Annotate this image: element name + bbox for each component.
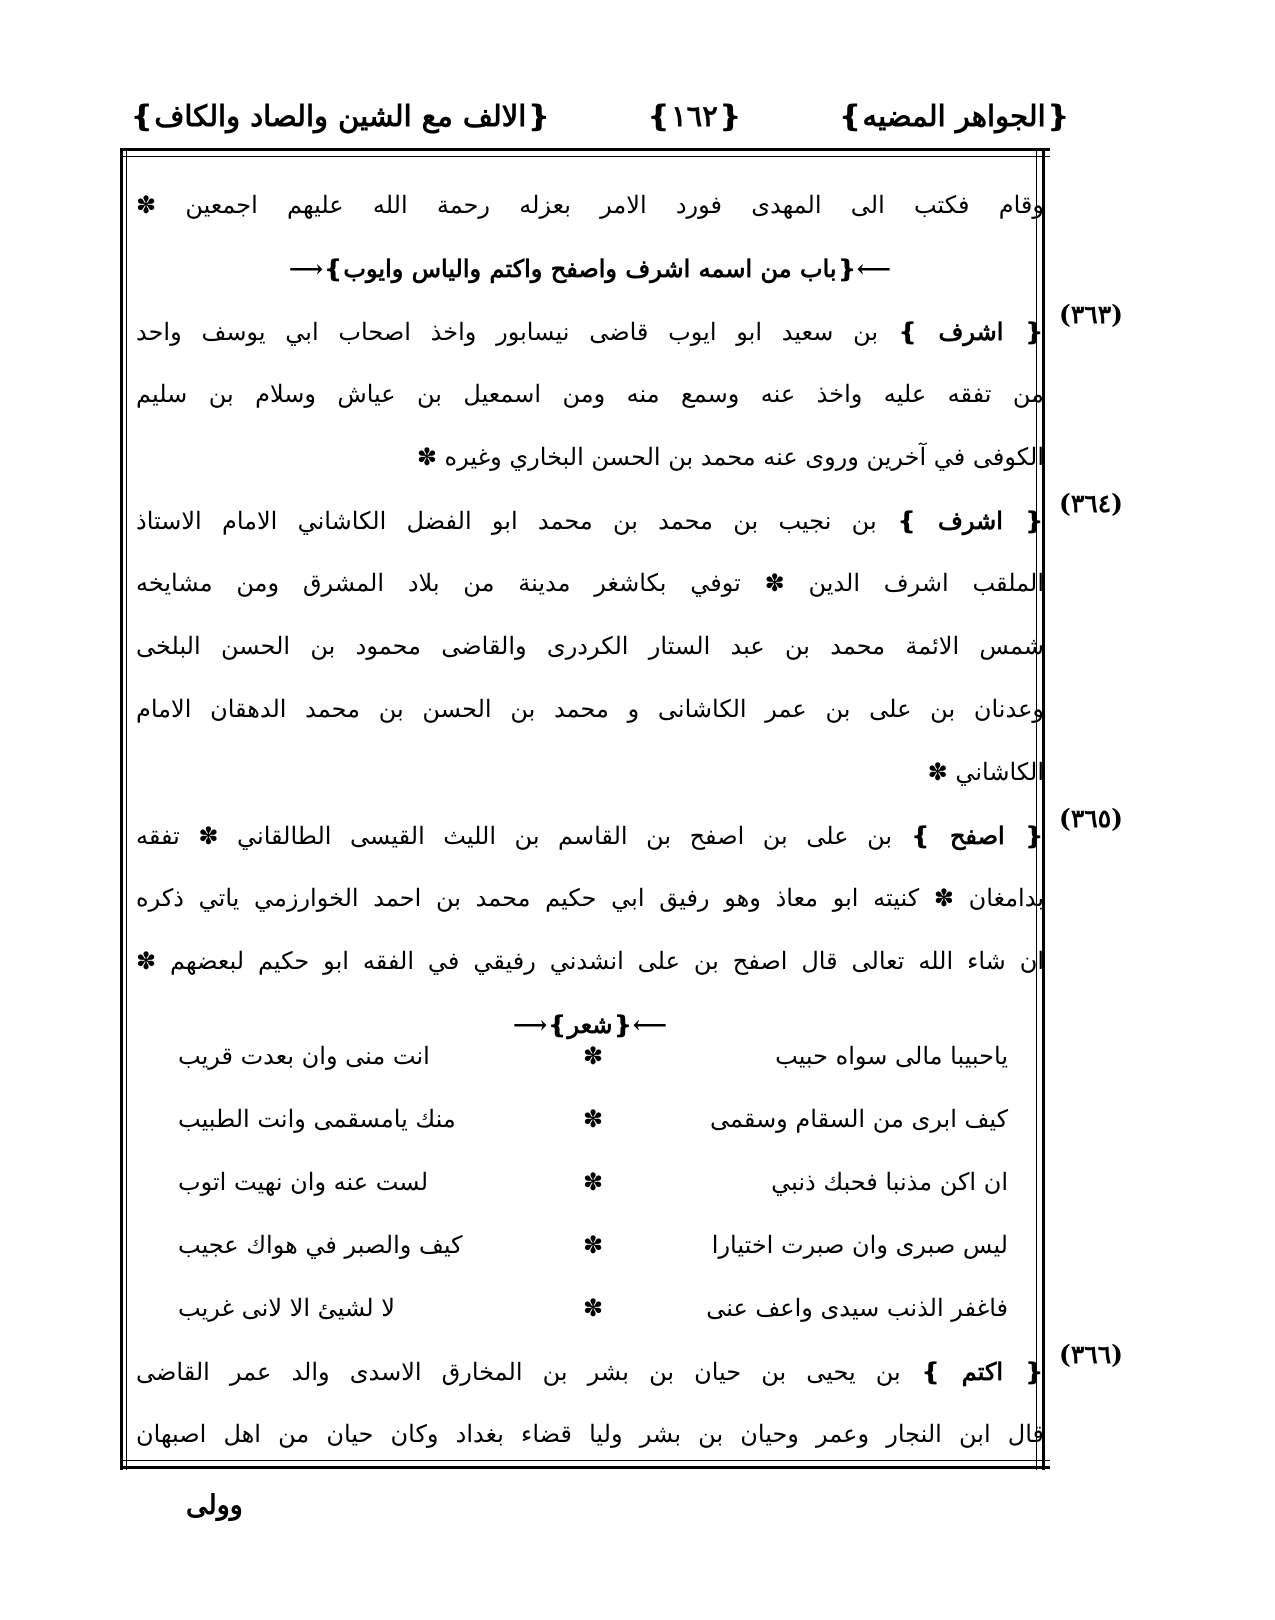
body-line: الكوفى في آخرين وروى عنه محمد بن الحسن البخاري وغيره ✽ — [416, 443, 1044, 471]
entry-name: ❴ اصفح ❵ — [910, 821, 1044, 850]
ornament-icon: ❴ — [1045, 99, 1070, 133]
body-line: من تفقه عليه واخذ عنه وسمع منه ومن اسمعيل بن عياش وسلام بن سليم — [136, 380, 1044, 408]
verse-first-hemistich: ليس صبرى وان صبرت اختيارا — [711, 1231, 1008, 1259]
ornament-icon: ⟵❴ — [836, 254, 892, 283]
top-rule-thin — [120, 156, 1050, 157]
entry-first-line: ❴ اصفح ❵ بن على بن اصفح بن القاسم بن الليث القيسى الطالقاني ✽ تفقه — [136, 821, 1044, 850]
main-text-continued — [136, 1340, 1044, 1466]
header-page-number: ❴١٦٢❵ — [646, 99, 743, 133]
ornament-icon: ❵ — [130, 99, 155, 133]
poem-verse — [178, 1088, 1008, 1151]
top-rule-thick — [120, 148, 1050, 151]
verse-second-hemistich: منك يامسقمى وانت الطبيب — [178, 1105, 456, 1133]
ornament-icon: ❵ — [646, 99, 672, 133]
header-section-title: ❴الالف مع الشين والصاد والكاف❵ — [130, 99, 551, 133]
entry-first-line: ❴ اشرف ❵ بن نجيب بن محمد بن محمد ابو الفضل الكاشاني الامام الاستاذ — [136, 506, 1044, 535]
body-line: الكاشاني ✽ — [927, 758, 1044, 786]
entry-name: ❴ اشرف ❵ — [897, 317, 1044, 346]
page-header — [130, 88, 1070, 144]
bottom-rule-thick — [120, 1466, 1050, 1469]
entry-first-line: ❴ اكتم ❵ بن يحيى بن حيان بن بشر بن المخارق الاسدى والد عمر القاضى — [136, 1357, 1044, 1386]
entry-number: (٣٦٦) — [1059, 1340, 1123, 1369]
poem-heading: ⟵❴شعر❵⟶ — [513, 1010, 667, 1039]
verse-separator-icon: ✽ — [582, 1231, 604, 1259]
body-line: قال ابن النجار وعمر وحيان بن بشر وليا قضاء بغداد وكان حيان من اهل اصبهان — [136, 1420, 1044, 1448]
verse-second-hemistich: لا لشيئ الا لانى غريب — [178, 1294, 395, 1322]
verse-first-hemistich: فاغفر الذنب سيدى واعف عنى — [706, 1294, 1008, 1322]
body-line: ان شاء الله تعالى قال اصفح بن على انشدني رفيقي في الفقه ابو حكيم لبعضهم ✽ — [136, 947, 1044, 975]
ornament-icon: ⟵❴ — [612, 1010, 667, 1039]
poem-verse — [178, 1151, 1008, 1214]
body-line: وعدنان بن على بن عمر الكاشانى و محمد بن الحسن بن محمد الدهقان الامام — [136, 695, 1044, 723]
verse-first-hemistich: ياحبيبا مالى سواه حبيب — [775, 1042, 1008, 1070]
verse-separator-icon: ✽ — [582, 1168, 604, 1196]
main-text — [136, 174, 1044, 1056]
poem-verse — [178, 1214, 1008, 1277]
entry-number: (٣٦٣) — [1059, 300, 1123, 329]
entry-first-line: ❴ اشرف ❵ بن سعيد ابو ايوب قاضى نيسابور واخذ اصحاب ابي يوسف واحد — [136, 317, 1044, 346]
verse-separator-icon: ✽ — [582, 1294, 604, 1322]
ornament-icon: ❴ — [526, 99, 551, 133]
verse-second-hemistich: كيف والصبر في هواك عجيب — [178, 1231, 463, 1259]
left-frame-rule-inner — [126, 150, 127, 1470]
ornament-icon: ❵ — [838, 99, 863, 133]
catchword: وولى — [186, 1490, 243, 1521]
body-line: بدامغان ✽ كنيته ابو معاذ وهو رفيق ابي حكيم محمد بن احمد الخوارزمي ياتي ذكره — [136, 884, 1044, 912]
ornament-icon: ❵⟶ — [513, 1010, 568, 1039]
entry-number: (٣٦٤) — [1059, 489, 1123, 518]
verse-second-hemistich: لست عنه وان نهيت اتوب — [178, 1168, 429, 1196]
body-line: وقام فكتب الى المهدى فورد الامر بعزله رحمة الله عليهم اجمعين ✽ — [136, 191, 1044, 219]
section-heading: ⟵❴باب من اسمه اشرف واصفح واكتم والياس وايوب❵⟶ — [288, 254, 892, 283]
verse-first-hemistich: كيف ابرى من السقام وسقمى — [710, 1105, 1008, 1133]
verse-separator-icon: ✽ — [582, 1105, 604, 1133]
verse-second-hemistich: انت منى وان بعدت قريب — [178, 1042, 430, 1070]
poem-verse — [178, 1277, 1008, 1340]
verse-first-hemistich: ان اكن مذنبا فحبك ذنبي — [771, 1168, 1008, 1196]
poem — [178, 1025, 1008, 1340]
verse-separator-icon: ✽ — [582, 1042, 604, 1070]
body-line: الملقب اشرف الدين ✽ توفي بكاشغر مدينة من بلاد المشرق ومن مشايخه — [136, 569, 1044, 597]
entry-number: (٣٦٥) — [1059, 804, 1123, 833]
left-frame-rule — [120, 150, 123, 1470]
entry-name: ❴ اشرف ❵ — [896, 506, 1044, 535]
ornament-icon: ❵⟶ — [288, 254, 344, 283]
poem-verse — [178, 1025, 1008, 1088]
ornament-icon: ❴ — [717, 99, 743, 133]
body-line: شمس الائمة محمد بن عبد الستار الكردرى والقاضى محمود بن الحسن البلخى — [136, 632, 1044, 660]
header-right-title: ❴الجواهر المضيه❵ — [838, 99, 1070, 133]
entry-name: ❴ اكتم ❵ — [920, 1357, 1044, 1386]
